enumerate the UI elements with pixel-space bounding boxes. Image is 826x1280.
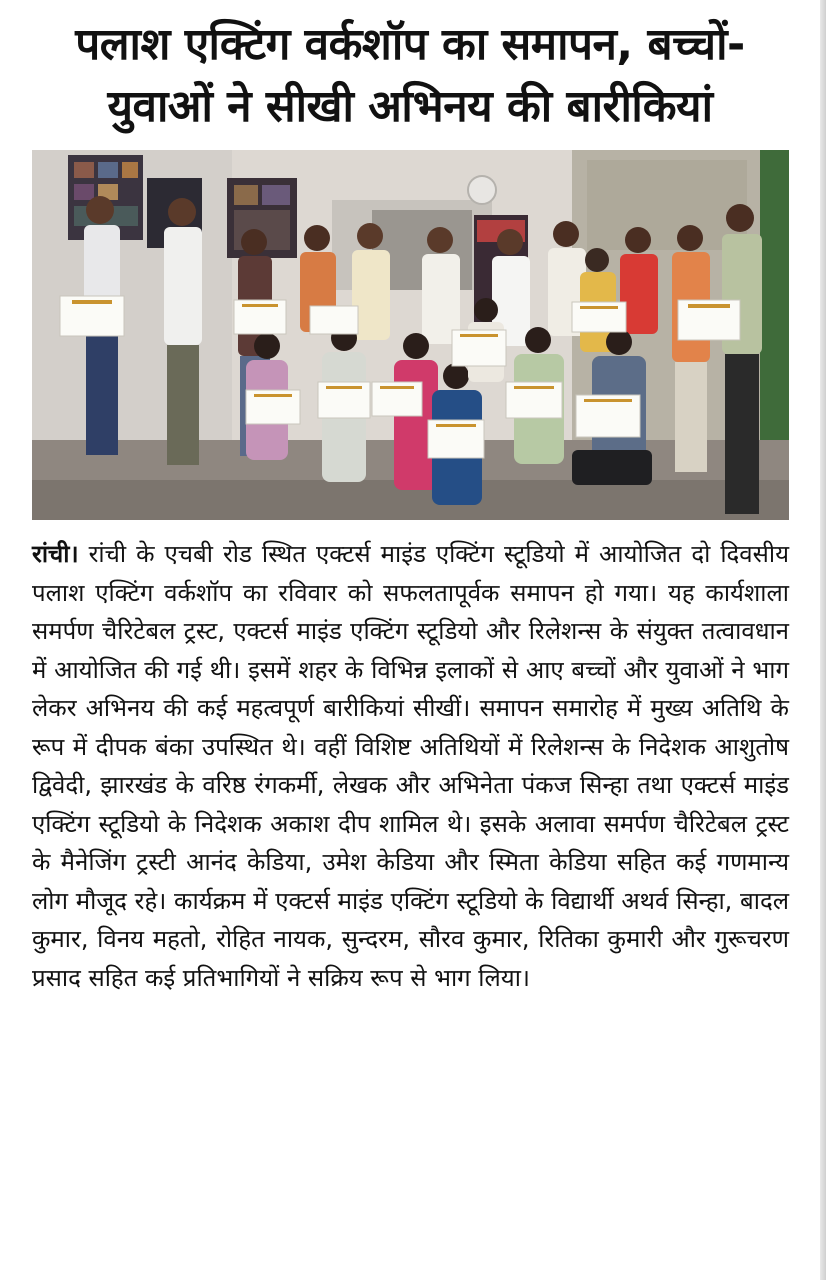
page-edge (820, 0, 826, 1280)
group-photo (32, 150, 789, 520)
article-text: रांची के एचबी रोड स्थित एक्टर्स माइंड एक्टिंग स्टूडियो में आयोजित दो दिवसीय पलाश एक्टिंग वर्कशॉप का रविवार को सफलतापूर्वक समापन हो गया। यह कार्यशाला समर्पण चैरिटेबल ट्रस्ट, एक्टर्स माइंड एक्टिंग स्टूडियो और रिलेशन्स के संयुक्त तत्वावधान में आयोजित की गई थी। इसमें शहर के विभिन्न इलाकों से आए बच्चों और युवाओं ने भाग लेकर अभिनय की कई महत्वपूर्ण बारीकियां सीखीं। समापन समारोह में मुख्य अतिथि के रूप में दीपक बंका उपस्थित थे। वहीं विशिष्ट अतिथियों में रिलेशन्स के निदेशक आशुतोष द्विवेदी, झारखंड के वरिष्ठ रंगकर्मी, लेखक और अभिनेता पंकज सिन्हा तथा एक्टर्स माइंड एक्टिंग स्टूडियो के निदेशक अकाश दीप शामिल थे। इसके अलावा समर्पण चैरिटेबल ट्रस्ट के मैनेजिंग ट्रस्टी आनंद केडिया, उमेश केडिया और स्मिता केडिया सहित कई गणमान्य लोग मौजूद रहे। कार्यक्रम में एक्टर्स माइंड एक्टिंग स्टूडियो के विद्यार्थी अथर्व सिन्हा, बादल कुमार, विनय महतो, रोहित नायक, सुन्दरम, सौरव कुमार, रितिका कुमारी और गुरूचरण प्रसाद सहित कई प्रतिभागियों ने सक्रिय रूप से भाग लिया। (32, 540, 789, 992)
group-photo-certificates-icon (32, 150, 789, 520)
headline: पलाश एक्टिंग वर्कशॉप का समापन, बच्चों-युवाओं ने सीखी अभिनय की बारीकियां (75, 19, 745, 132)
article-body (32, 535, 789, 997)
dateline: रांची। (32, 540, 79, 568)
